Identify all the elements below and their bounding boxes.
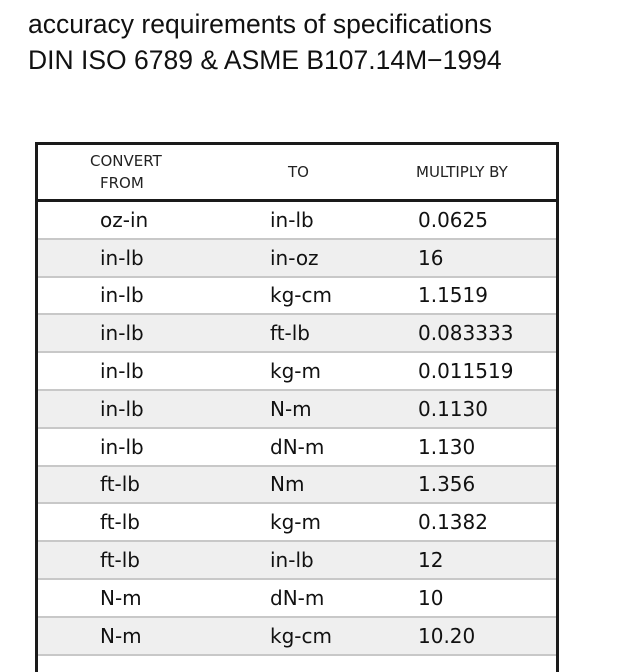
cell-factor: 16: [418, 245, 444, 270]
table-row: [38, 618, 556, 656]
cell-from: N-m: [100, 585, 142, 610]
cell-to: Nm: [270, 472, 305, 497]
header-convert-from: [38, 150, 268, 194]
cell-from: in-lb: [100, 359, 144, 384]
cell-factor: 0.1382: [418, 510, 488, 535]
cell-from: in-lb: [100, 283, 144, 308]
cell-factor: 1.356: [418, 472, 476, 497]
cell-from: N-m: [100, 623, 142, 648]
header-from-label: FROM: [100, 174, 144, 192]
cell-to: kg-cm: [270, 283, 332, 308]
table-row: [38, 315, 556, 353]
cell-to: dN-m: [270, 585, 325, 610]
cell-to: N-m: [270, 396, 312, 421]
table-row: [38, 240, 556, 278]
heading-line-1: accuracy requirements of specifications: [28, 9, 492, 39]
cell-from: ft-lb: [100, 510, 140, 535]
page-heading: [28, 6, 502, 78]
table-body: [38, 202, 556, 656]
table-header: [38, 145, 556, 202]
cell-factor: 1.130: [418, 434, 476, 459]
header-multiply-by: MULTIPLY BY: [416, 163, 508, 181]
cell-factor: 10.20: [418, 623, 476, 648]
cell-to: kg-m: [270, 510, 321, 535]
header-to: TO: [288, 163, 309, 181]
header-convert-label: CONVERT: [90, 152, 162, 170]
table-row: [38, 429, 556, 467]
cell-from: ft-lb: [100, 548, 140, 573]
cell-from: ft-lb: [100, 472, 140, 497]
cell-from: in-lb: [100, 434, 144, 459]
cell-factor: 0.011519: [418, 359, 514, 384]
table-row: [38, 542, 556, 580]
cell-factor: 1.1519: [418, 283, 488, 308]
cell-to: in-lb: [270, 548, 314, 573]
table-row: [38, 202, 556, 240]
table-row: [38, 467, 556, 505]
cell-factor: 10: [418, 585, 444, 610]
cell-from: in-lb: [100, 396, 144, 421]
cell-from: oz-in: [100, 207, 149, 232]
cell-to: kg-cm: [270, 623, 332, 648]
cell-to: in-oz: [270, 245, 319, 270]
table-row: [38, 580, 556, 618]
cell-from: in-lb: [100, 321, 144, 346]
cell-to: kg-m: [270, 359, 321, 384]
cell-factor: 0.083333: [418, 321, 514, 346]
cell-from: in-lb: [100, 245, 144, 270]
table-row: [38, 504, 556, 542]
cell-factor: 0.0625: [418, 207, 488, 232]
cell-factor: 0.1130: [418, 396, 488, 421]
cell-factor: 12: [418, 548, 444, 573]
cell-to: in-lb: [270, 207, 314, 232]
heading-line-2: DIN ISO 6789 & ASME B107.14M−1994: [28, 45, 502, 75]
table-row: [38, 353, 556, 391]
table-row: [38, 391, 556, 429]
conversion-table: [35, 142, 559, 672]
table-row: [38, 278, 556, 316]
cell-to: dN-m: [270, 434, 325, 459]
cell-to: ft-lb: [270, 321, 310, 346]
